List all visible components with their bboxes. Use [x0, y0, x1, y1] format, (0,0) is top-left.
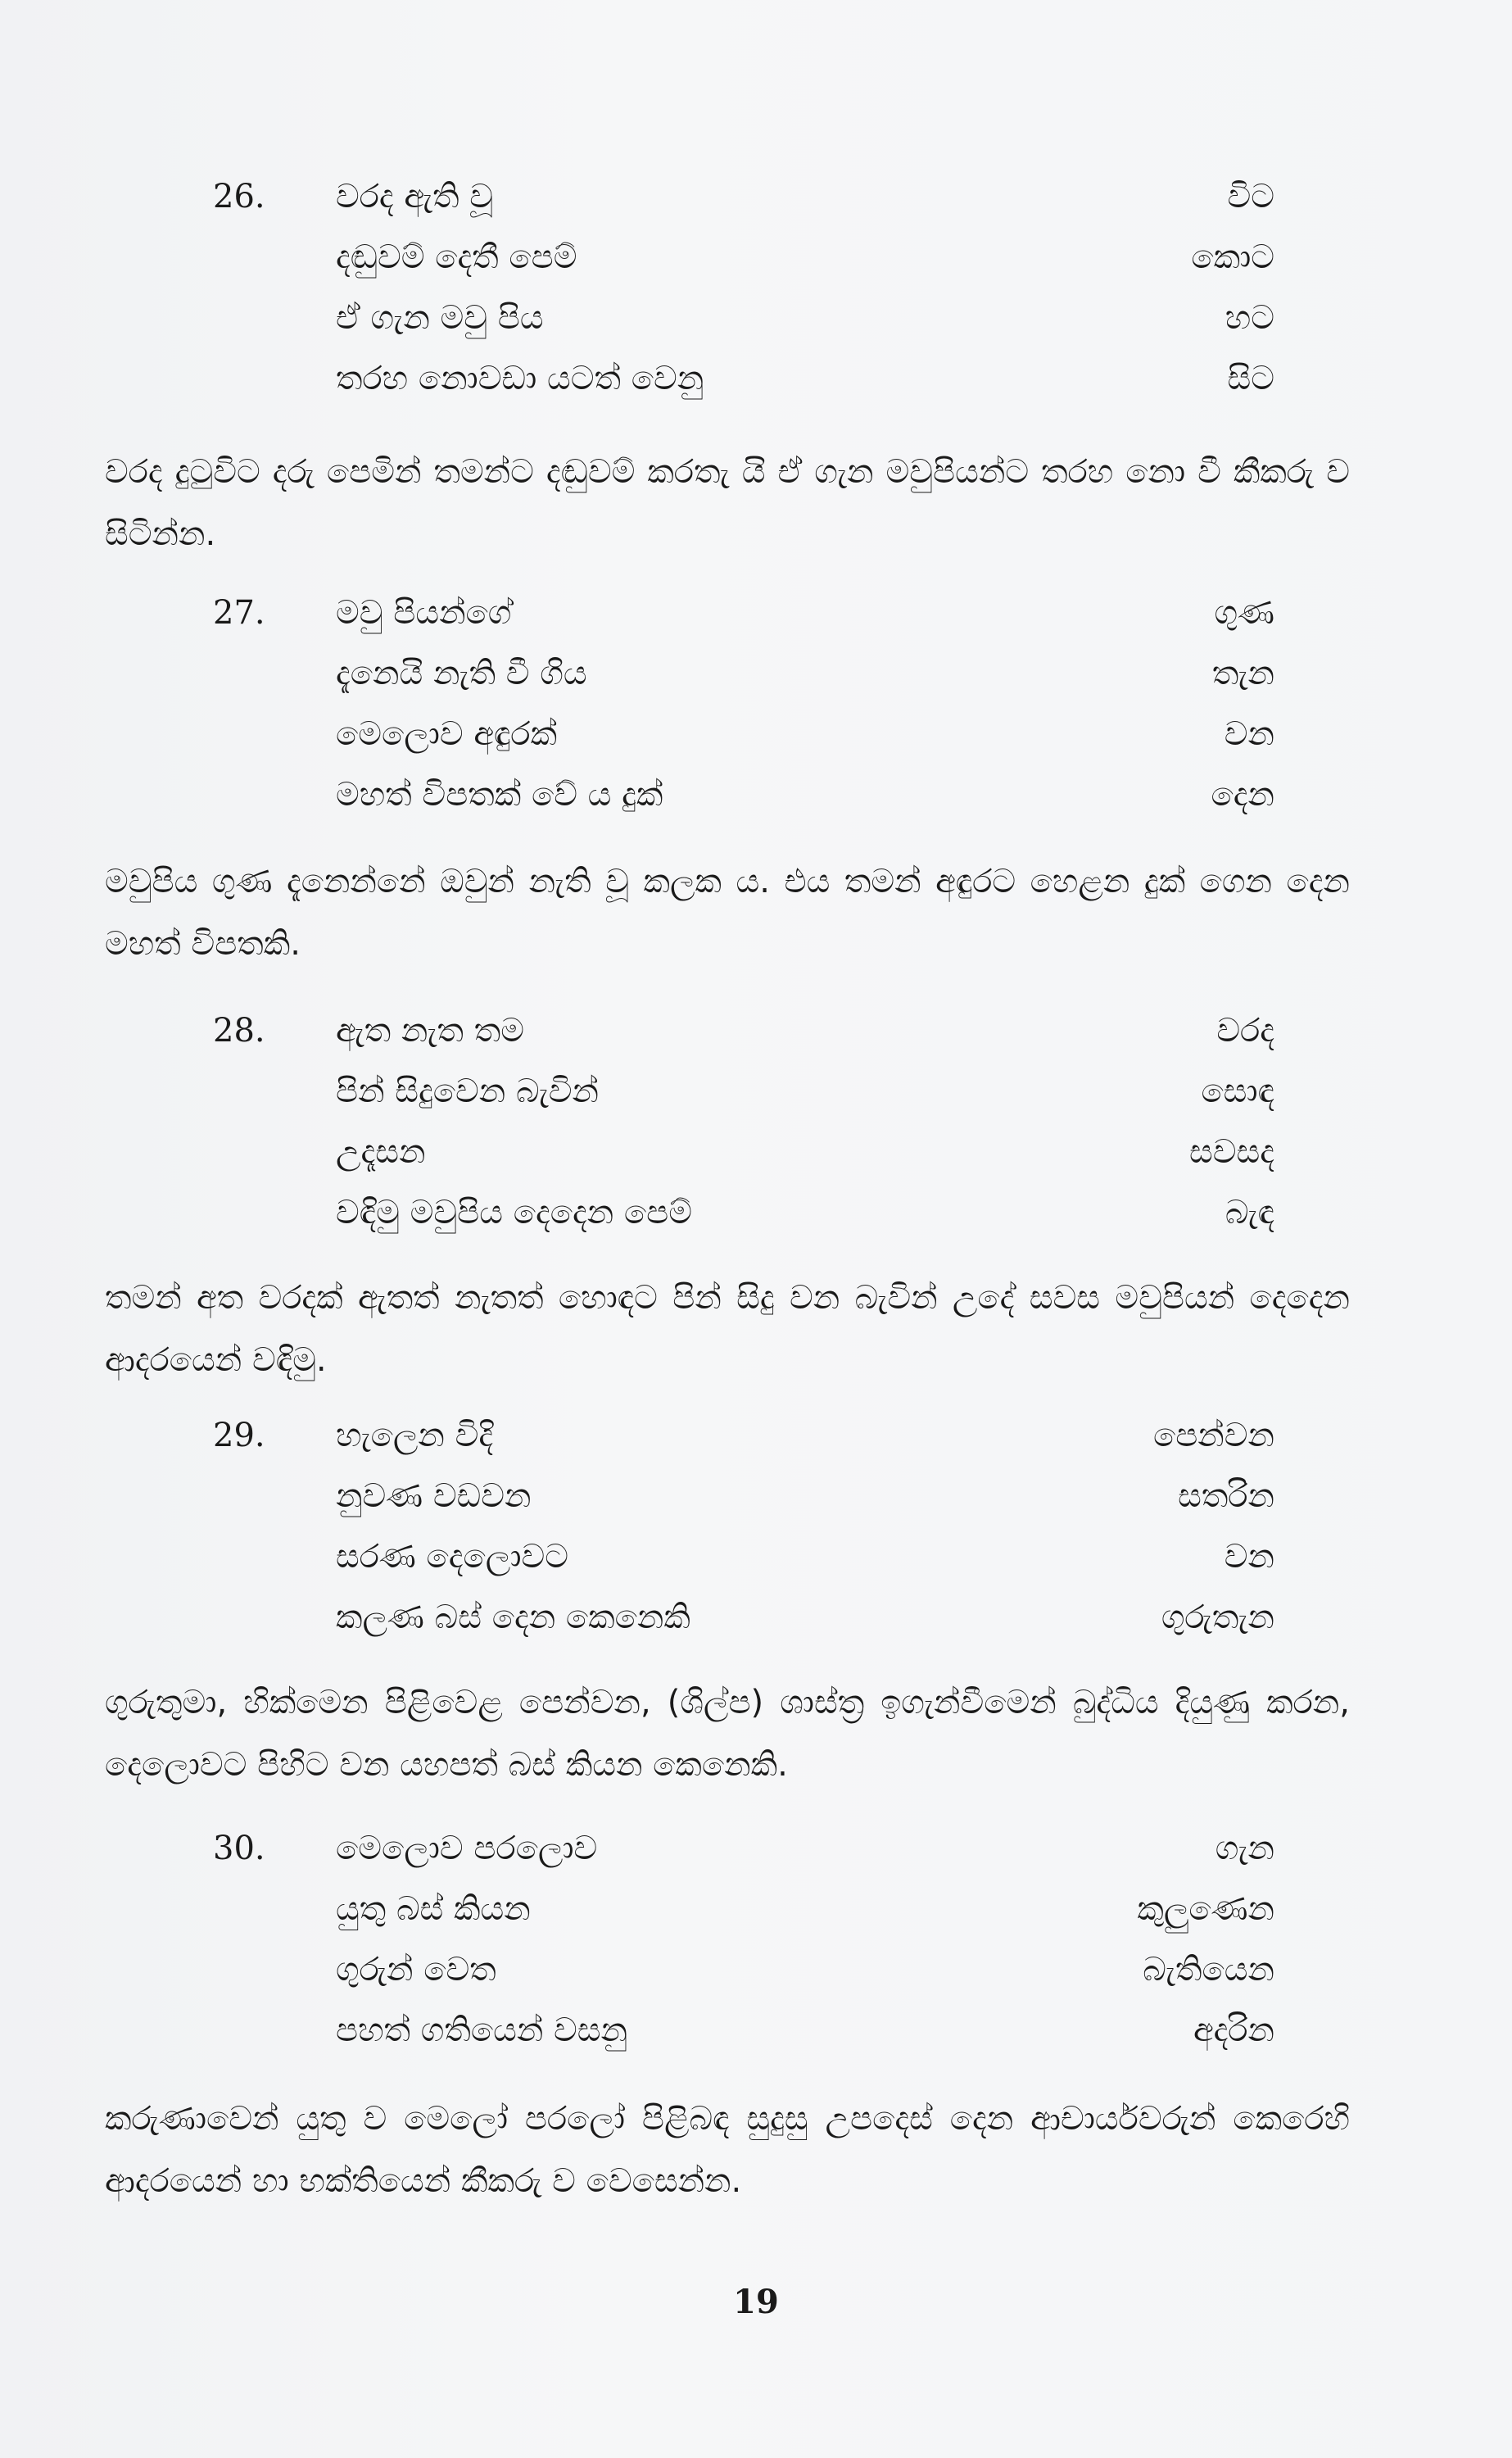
verse-line	[0, 770, 1512, 831]
verse-line-text: කලණ බස් දෙන කෙනෙකි	[336, 1599, 690, 1636]
verse-line	[0, 1188, 1512, 1249]
verse-line	[0, 233, 1512, 293]
verse-line	[0, 1472, 1512, 1532]
verse-line-text: වරද ඇති වූ	[336, 178, 494, 215]
verse-line-text: ගුරුන් වෙත	[336, 1951, 496, 1989]
verse-line	[0, 1593, 1512, 1653]
verse-line-end: ගුණ	[1214, 594, 1274, 632]
verse-line	[0, 649, 1512, 710]
verse-line-text: පින් සිදුවෙන බැවින්	[336, 1073, 599, 1110]
verse-number: 26.	[213, 178, 265, 215]
page-number: 19	[733, 2283, 779, 2321]
verse-line-text: මෙලොව අඳුරක්	[336, 715, 558, 753]
verse-line-end: වන	[1224, 1538, 1274, 1576]
verse-line-end: සොඳ	[1201, 1073, 1274, 1110]
verse-line-end: සවසද	[1188, 1133, 1274, 1171]
verse-line	[0, 1532, 1512, 1593]
verse-line-end: පෙන්වන	[1152, 1417, 1274, 1454]
verse-number: 28.	[213, 1012, 265, 1050]
verse-line-text: හැලෙන විදි	[336, 1417, 494, 1454]
verse-line	[0, 1411, 1512, 1472]
verse-line-text: උදෑසන	[336, 1133, 426, 1171]
verse-line	[0, 293, 1512, 354]
verse-line	[0, 1006, 1512, 1067]
verse-line-end: බැතියෙන	[1143, 1951, 1274, 1989]
verse-line	[0, 588, 1512, 649]
verse-line-end: වන	[1224, 715, 1274, 753]
verse-number: 29.	[213, 1417, 265, 1454]
verse-line-text: ඒ ගැන මවු පිය	[336, 299, 544, 337]
verse-line-text: වඳිමු මවුපිය දෙදෙන පෙම්	[336, 1194, 692, 1231]
verse-line	[0, 172, 1512, 233]
verse-line	[0, 1824, 1512, 1884]
verse-explanation: වරද දුටුවිට දරු පෙමින් තමන්ට දඬුවම් කරතැ යි ඒ ගැන මවුපියන්ට තරහ නො වී කීකරු ව සිටින්න.	[105, 453, 1350, 553]
verse-line-end: කුලුණෙන	[1137, 1890, 1274, 1928]
verse-line-text: මෙලොව පරලොව	[336, 1830, 598, 1867]
verse-number: 27.	[213, 594, 265, 632]
verse-line-end: අදරින	[1193, 2011, 1274, 2049]
verse-line-text: පහත් ගතියෙන් වසනු	[336, 2011, 628, 2049]
verse-line	[0, 354, 1512, 415]
verse-number: 30.	[213, 1830, 265, 1867]
verse-line	[0, 1884, 1512, 1945]
verse-explanation: මවුපිය ගුණ දැනෙන්නේ ඔවුන් නැති වූ කලක ය. එය තමන් අඳුරට හෙළන දුක් ගෙන දෙන මහත් විපතකි.	[105, 863, 1350, 963]
verse-line-end: සතරින	[1178, 1477, 1274, 1515]
verse-line-end: වරද	[1216, 1012, 1274, 1050]
verse-line	[0, 1945, 1512, 2006]
verse-line	[0, 1067, 1512, 1127]
verse-line-text: ඇත නැත තම	[336, 1012, 524, 1050]
verse-line-text: දඬුවම් දෙතී පෙම්	[336, 238, 577, 276]
verse-line-end: තැන	[1211, 655, 1274, 692]
verse-explanation: ගුරුතුමා, හික්මෙන පිළිවෙළ පෙන්වන, (ශිල්ප) ශාස්ත්‍ර ඉගැන්වීමෙන් බුද්ධිය දියුණු කරන, දෙලොවට පිහිට වන යහපත් බස් කියන කෙනෙකි.	[105, 1684, 1350, 1784]
verse-line-text: මහත් විපතක් වේ ය දුක්	[336, 776, 663, 814]
verse-line-text: සරණ දෙලොවට	[336, 1538, 568, 1576]
verse-line-end: ගුරුතැන	[1161, 1599, 1274, 1636]
verse-explanation: තමන් අත වරදක් ඇතත් නැතත් හොඳට පින් සිදු වන බැවින් උදේ සවස මවුපියන් දෙදෙන ආදරයෙන් වඳිමු.	[105, 1279, 1350, 1379]
verse-line	[0, 1127, 1512, 1188]
verse-line-end: බැඳ	[1225, 1194, 1274, 1231]
verse-line-text: තරහ නොවඩා යටත් වෙනු	[336, 360, 704, 397]
verse-line-text: මවු පියන්ගේ	[336, 594, 512, 632]
verse-explanation: කරුණාවෙන් යුතු ව මෙලෝ පරලෝ පිළිබඳ සුදුසු උපදෙස් දෙන ආචාර්යවරුන් කෙරෙහි ආදරයෙන් හා භක්තියෙන් කීකරු ව වෙසෙන්න.	[105, 2100, 1350, 2200]
verse-line-end: විට	[1227, 178, 1274, 215]
verse-line	[0, 2006, 1512, 2066]
verse-line-end: දෙන	[1211, 776, 1274, 814]
verse-line-end: ගැන	[1215, 1830, 1274, 1867]
verse-line-end: සිට	[1227, 360, 1274, 397]
verse-line-end: කොට	[1191, 238, 1274, 276]
verse-line-end: හට	[1225, 299, 1274, 337]
verse-line-text: යුතු බස් කියන	[336, 1890, 531, 1928]
verse-line	[0, 710, 1512, 770]
verse-line-text: නුවණ වඩවන	[336, 1477, 532, 1515]
verse-line-text: දැනෙයි නැති වී ගිය	[336, 655, 587, 692]
